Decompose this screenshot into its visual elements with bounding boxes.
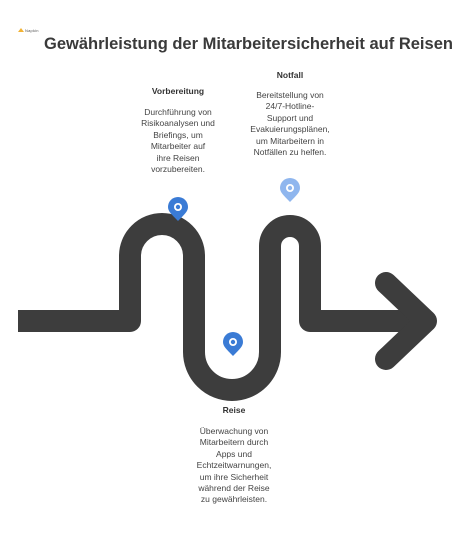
text-line: 24/7-Hotline- <box>265 101 315 112</box>
text-line: Mitarbeitern durch <box>199 437 269 448</box>
logo-text: Napkin <box>25 28 39 33</box>
winding-road <box>18 224 420 390</box>
location-pin-icon <box>223 332 243 356</box>
text-line: Bereitstellung von <box>256 90 324 100</box>
text-line: vorzubereiten. <box>151 164 205 175</box>
text-line: Echtzeitwarnungen, <box>196 460 272 471</box>
text-line: Briefings, um <box>153 129 203 140</box>
step-heading-reise: Reise <box>222 405 246 415</box>
text-line: um Mitarbeitern in <box>255 135 325 146</box>
text-line: Risikoanalysen und <box>141 118 215 129</box>
text-line: Support und <box>266 112 314 123</box>
text-line: Überwachung von <box>199 426 269 436</box>
text-line: um ihre Sicherheit <box>199 471 269 482</box>
text-line: Apps und <box>216 448 252 459</box>
page-title: Gewährleistung der Mitarbeitersicherheit auf Reisen <box>44 35 453 53</box>
text-line: ihre Reisen <box>156 152 200 163</box>
step-heading-vorbereitung: Vorbereitung <box>151 86 205 96</box>
text-line: zu gewährleisten. <box>200 494 268 505</box>
step-heading-notfall: Notfall <box>276 70 304 80</box>
text-line: während der Reise <box>198 483 270 494</box>
text-line: Mitarbeiter auf <box>150 141 206 152</box>
location-pin-icon <box>280 178 300 202</box>
text-line: Durchführung von <box>144 107 212 117</box>
text-line: Notfällen zu helfen. <box>253 147 327 158</box>
text-line: Evakuierungsplänen, <box>250 124 330 135</box>
